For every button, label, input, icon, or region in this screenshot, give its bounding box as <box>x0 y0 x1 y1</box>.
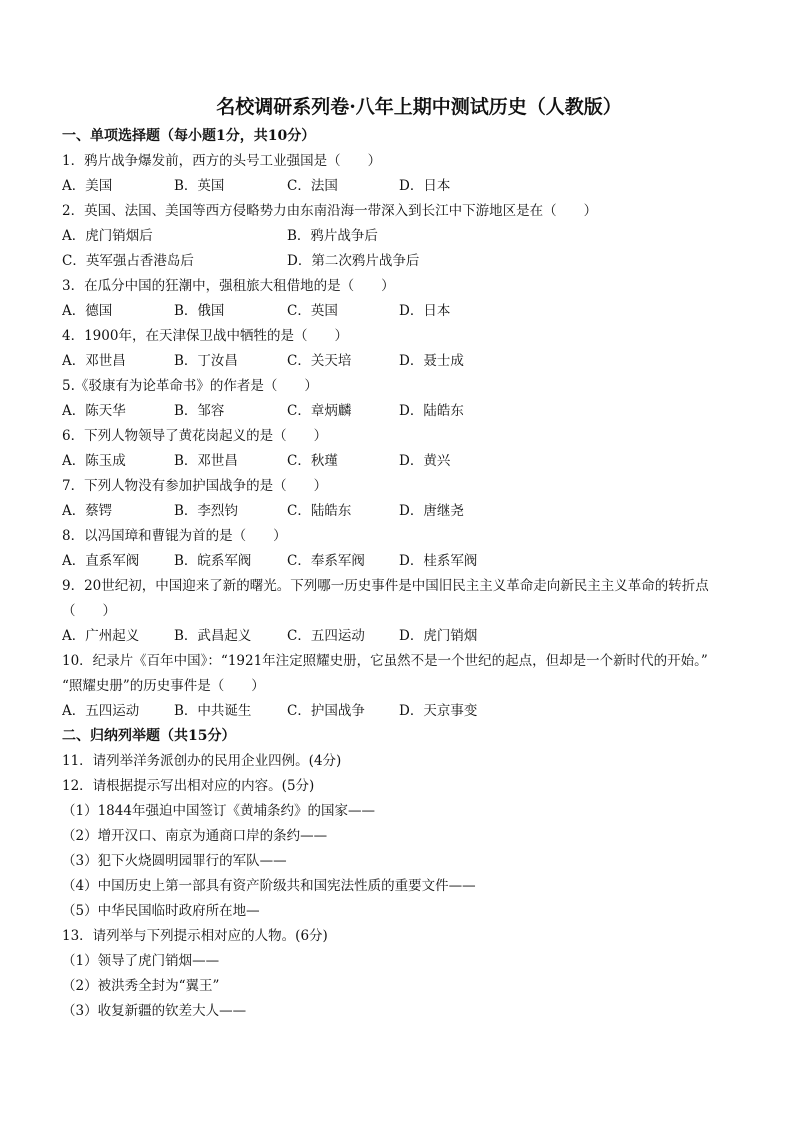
option-d: D．陆皓东 <box>399 403 464 419</box>
section-1-heading: 一、单项选择题（每小题1分，共10分） <box>62 128 316 144</box>
option-c: C．护国战争 <box>287 703 365 719</box>
option-a: A．陈玉成 <box>62 453 126 469</box>
question-12-item: （3）犯下火烧圆明园罪行的军队—— <box>62 853 287 869</box>
option-d: D．日本 <box>399 303 451 319</box>
option-b: B．武昌起义 <box>174 628 252 644</box>
option-c: C．法国 <box>287 178 338 194</box>
option-a: A．蔡锷 <box>62 503 113 519</box>
question-2-options-row-2 <box>62 249 754 274</box>
option-b: B．邹容 <box>174 403 225 419</box>
option-d: D．黄兴 <box>399 453 451 469</box>
question-13-item: （2）被洪秀全封为“翼王” <box>62 978 220 994</box>
option-d: D．第二次鸦片战争后 <box>287 253 420 269</box>
option-c: C．英军强占香港岛后 <box>62 253 194 269</box>
question-10-stem-cont: “照耀史册”的历史事件是（ ） <box>62 678 265 694</box>
option-c: C．五四运动 <box>287 628 365 644</box>
option-c: C．秋瑾 <box>287 453 338 469</box>
question-12-stem: 12．请根据提示写出相对应的内容。(5分) <box>62 778 315 794</box>
question-13-item: （1）领导了虎门销烟—— <box>62 953 220 969</box>
option-d: D．日本 <box>399 178 451 194</box>
option-d: D．唐继尧 <box>399 503 464 519</box>
option-d: D．桂系军阀 <box>399 553 478 569</box>
question-13-item: （3）收复新疆的钦差大人—— <box>62 1003 247 1019</box>
question-9-stem: 9．20世纪初，中国迎来了新的曙光。下列哪一历史事件是中国旧民主主义革命走向新民主主义革命的转折点 <box>62 578 709 594</box>
option-b: B．鸦片战争后 <box>287 228 378 244</box>
question-2-stem: 2．英国、法国、美国等西方侵略势力由东南沿海一带深入到长江中下游地区是在（ ） <box>62 203 598 219</box>
question-7-options <box>62 499 754 524</box>
question-2-options-row-1 <box>62 224 754 249</box>
option-a: A．美国 <box>62 178 113 194</box>
question-12-item: （1）1844年强迫中国签订《黄埔条约》的国家—— <box>62 803 375 819</box>
option-a: A．德国 <box>62 303 113 319</box>
option-a: A．直系军阀 <box>62 553 140 569</box>
question-9-stem-cont: （ ） <box>62 603 116 619</box>
option-c: C．章炳麟 <box>287 403 352 419</box>
question-12-item: （2）增开汉口、南京为通商口岸的条约—— <box>62 828 328 844</box>
question-8-stem: 8．以冯国璋和曹锟为首的是（ ） <box>62 528 287 544</box>
option-d: D．聂士成 <box>399 353 464 369</box>
option-d: D．天京事变 <box>399 703 478 719</box>
option-b: B．李烈钧 <box>174 503 238 519</box>
question-10-stem: 10．纪录片《百年中国》：“1921年注定照耀史册，它虽然不是一个世纪的起点，但却是一个新时代的开始。” <box>62 653 708 669</box>
question-1-options <box>62 174 754 199</box>
section-2-heading: 二、归纳列举题（共15分） <box>62 728 236 744</box>
question-6-options <box>62 449 754 474</box>
option-a: A．广州起义 <box>62 628 140 644</box>
question-12-item: （4）中国历史上第一部具有资产阶级共和国宪法性质的重要文件—— <box>62 878 476 894</box>
option-a: A．邓世昌 <box>62 353 126 369</box>
option-b: B．英国 <box>174 178 225 194</box>
option-b: B．丁汝昌 <box>174 353 238 369</box>
question-5-options <box>62 399 754 424</box>
option-d: D．虎门销烟 <box>399 628 478 644</box>
page-title: 名校调研系列卷·八年上期中测试历史（人教版） <box>216 96 622 118</box>
question-3-options <box>62 299 754 324</box>
question-4-options <box>62 349 754 374</box>
option-a: A．五四运动 <box>62 703 140 719</box>
question-3-stem: 3．在瓜分中国的狂潮中，强租旅大租借地的是（ ） <box>62 278 395 294</box>
option-c: C．奉系军阀 <box>287 553 365 569</box>
question-13-stem: 13．请列举与下列提示相对应的人物。(6分) <box>62 928 328 944</box>
option-b: B．皖系军阀 <box>174 553 252 569</box>
option-c: C．英国 <box>287 303 338 319</box>
question-8-options <box>62 549 754 574</box>
question-9-options <box>62 624 754 649</box>
question-11-stem: 11．请列举洋务派创办的民用企业四例。(4分) <box>62 753 342 769</box>
question-10-options <box>62 699 754 724</box>
question-5-stem: 5.《驳康有为论革命书》的作者是（ ） <box>62 378 318 394</box>
question-7-stem: 7．下列人物没有参加护国战争的是（ ） <box>62 478 328 494</box>
option-a: A．陈天华 <box>62 403 126 419</box>
question-1-stem: 1．鸦片战争爆发前，西方的头号工业强国是（ ） <box>62 153 382 169</box>
option-a: A．虎门销烟后 <box>62 228 153 244</box>
option-b: B．俄国 <box>174 303 225 319</box>
question-6-stem: 6．下列人物领导了黄花岗起义的是（ ） <box>62 428 328 444</box>
option-b: B．中共诞生 <box>174 703 252 719</box>
option-c: C．关天培 <box>287 353 352 369</box>
option-b: B．邓世昌 <box>174 453 238 469</box>
question-12-item: （5）中华民国临时政府所在地— <box>62 903 260 919</box>
option-c: C．陆皓东 <box>287 503 352 519</box>
question-4-stem: 4．1900年，在天津保卫战中牺牲的是（ ） <box>62 328 348 344</box>
